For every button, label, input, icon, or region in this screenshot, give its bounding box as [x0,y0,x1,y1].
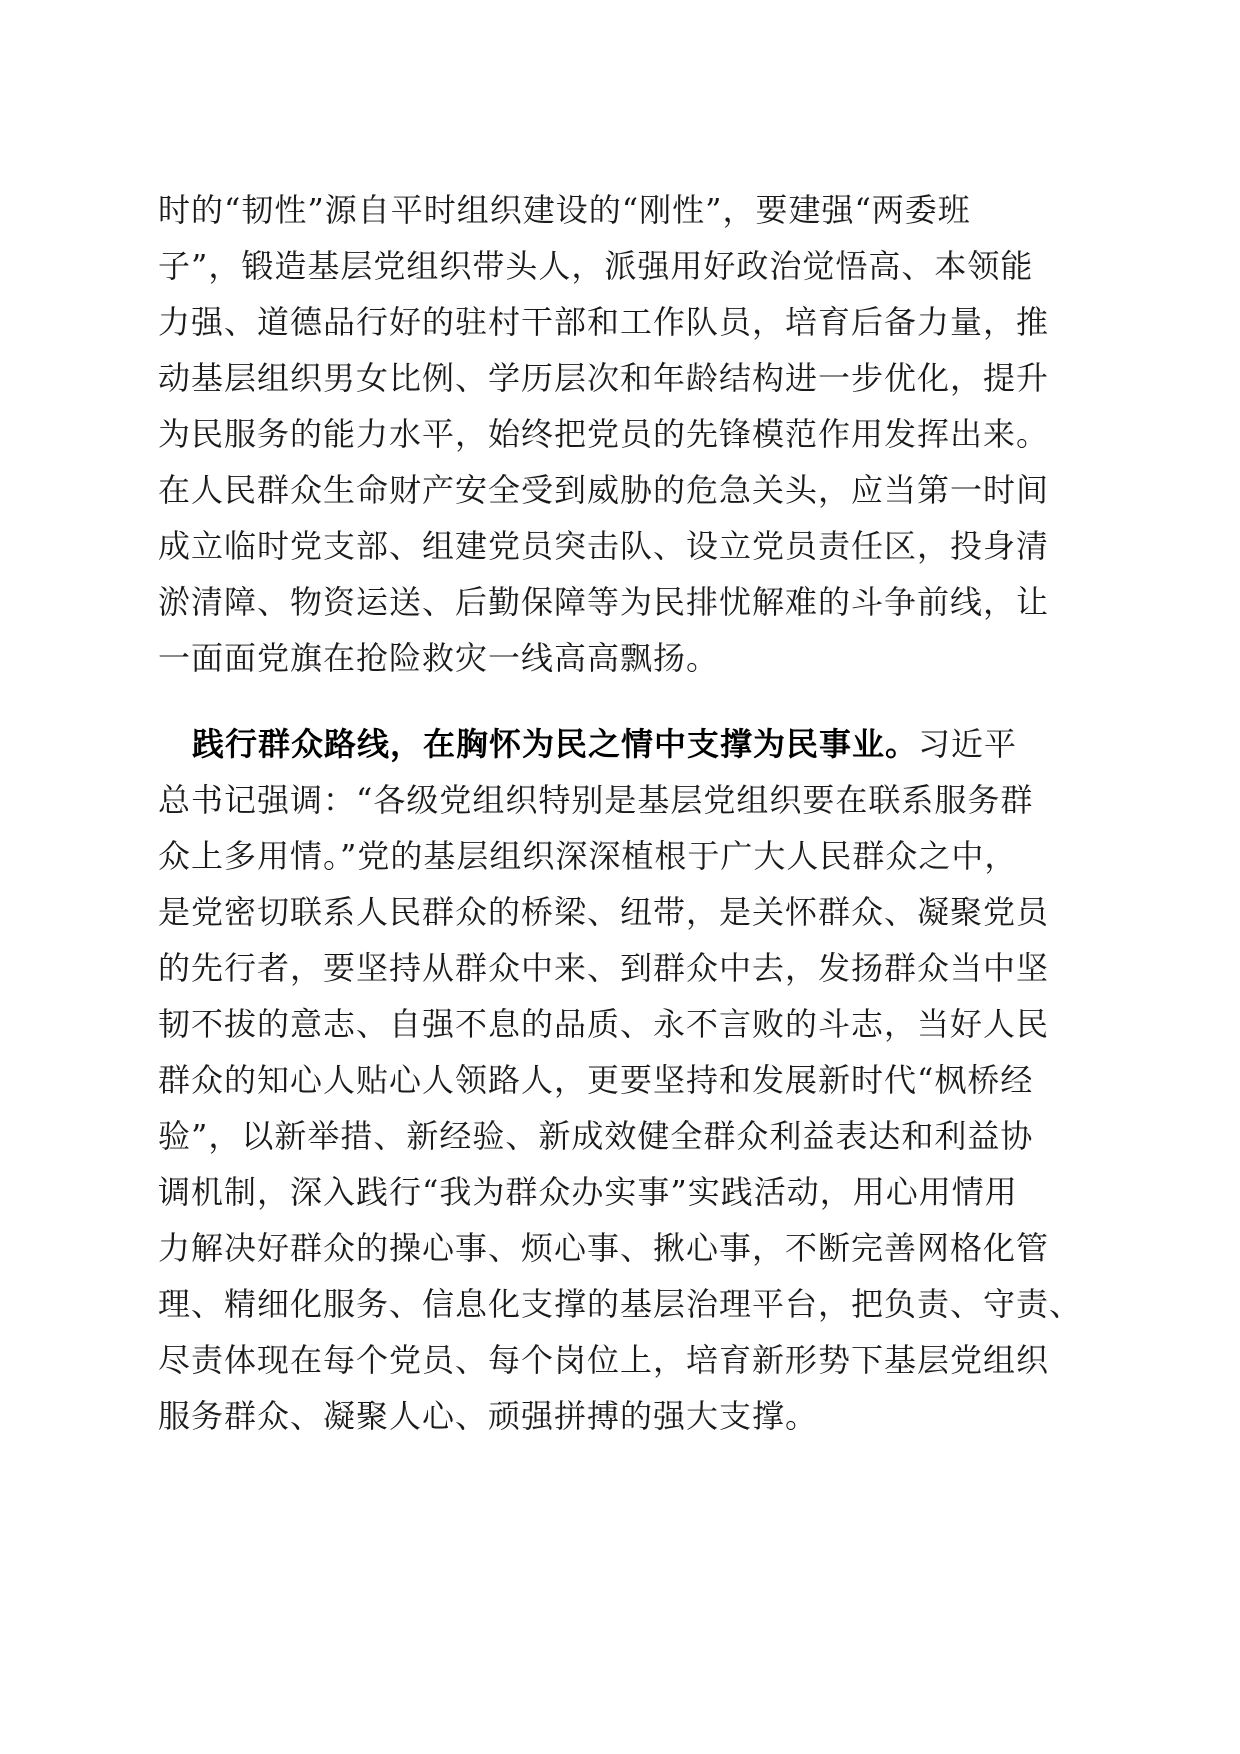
text-line: 服务群众、凝聚人心、顽强拼搏的强大支撑。 [158,1397,819,1435]
text-line: 淤清障、物资运送、后勤保障等为民排忧解难的斗争前线，让 [158,583,1050,621]
paragraph-heading: 践行群众路线，在胸怀为民之情中支撑为民事业。 [192,725,919,763]
text-line: 尽责体现在每个党员、每个岗位上，培育新形势下基层党组织 [158,1341,1050,1379]
text-line: 验”，以新举措、新经验、新成效健全群众利益表达和利益协 [158,1117,1034,1155]
text-line: 是党密切联系人民群众的桥梁、纽带，是关怀群众、凝聚党员 [158,893,1050,931]
text-line: 群众的知心人贴心人领路人，更要坚持和发展新时代“枫桥经 [158,1061,1034,1099]
text-line: 时的“韧性”源自平时组织建设的“刚性”，要建强“两委班 [158,191,971,229]
text-line: 成立临时党支部、组建党员突击队、设立党员责任区，投身清 [158,527,1050,565]
paragraph-2-first-line [192,716,1017,772]
text-line: 子”，锻造基层党组织带头人，派强用好政治觉悟高、本领能 [158,247,1034,285]
text-line: 动基层组织男女比例、学历层次和年龄结构进一步优化，提升 [158,359,1050,397]
text-line: 众上多用情。”党的基层组织深深植根于广大人民群众之中， [158,837,1018,875]
text-line: 为民服务的能力水平，始终把党员的先锋模范作用发挥出来。 [158,415,1050,453]
text-line: 总书记强调：“各级党组织特别是基层党组织要在联系服务群 [158,781,1034,819]
text-line: 的先行者，要坚持从群众中来、到群众中去，发扬群众当中坚 [158,949,1050,987]
text-line: 理、精细化服务、信息化支撑的基层治理平台，把负责、守责、 [158,1285,1083,1323]
heading-tail-text: 习近平 [918,725,1018,763]
text-line: 力强、道德品行好的驻村干部和工作队员，培育后备力量，推 [158,303,1050,341]
text-line: 调机制，深入践行“我为群众办实事”实践活动，用心用情用 [158,1173,1018,1211]
text-line: 力解决好群众的操心事、烦心事、揪心事，不断完善网格化管 [158,1229,1050,1267]
text-line: 韧不拔的意志、自强不息的品质、永不言败的斗志，当好人民 [158,1005,1050,1043]
text-line: 一面面党旗在抢险救灾一线高高飘扬。 [158,639,720,677]
text-line: 在人民群众生命财产安全受到威胁的危急关头，应当第一时间 [158,471,1050,509]
